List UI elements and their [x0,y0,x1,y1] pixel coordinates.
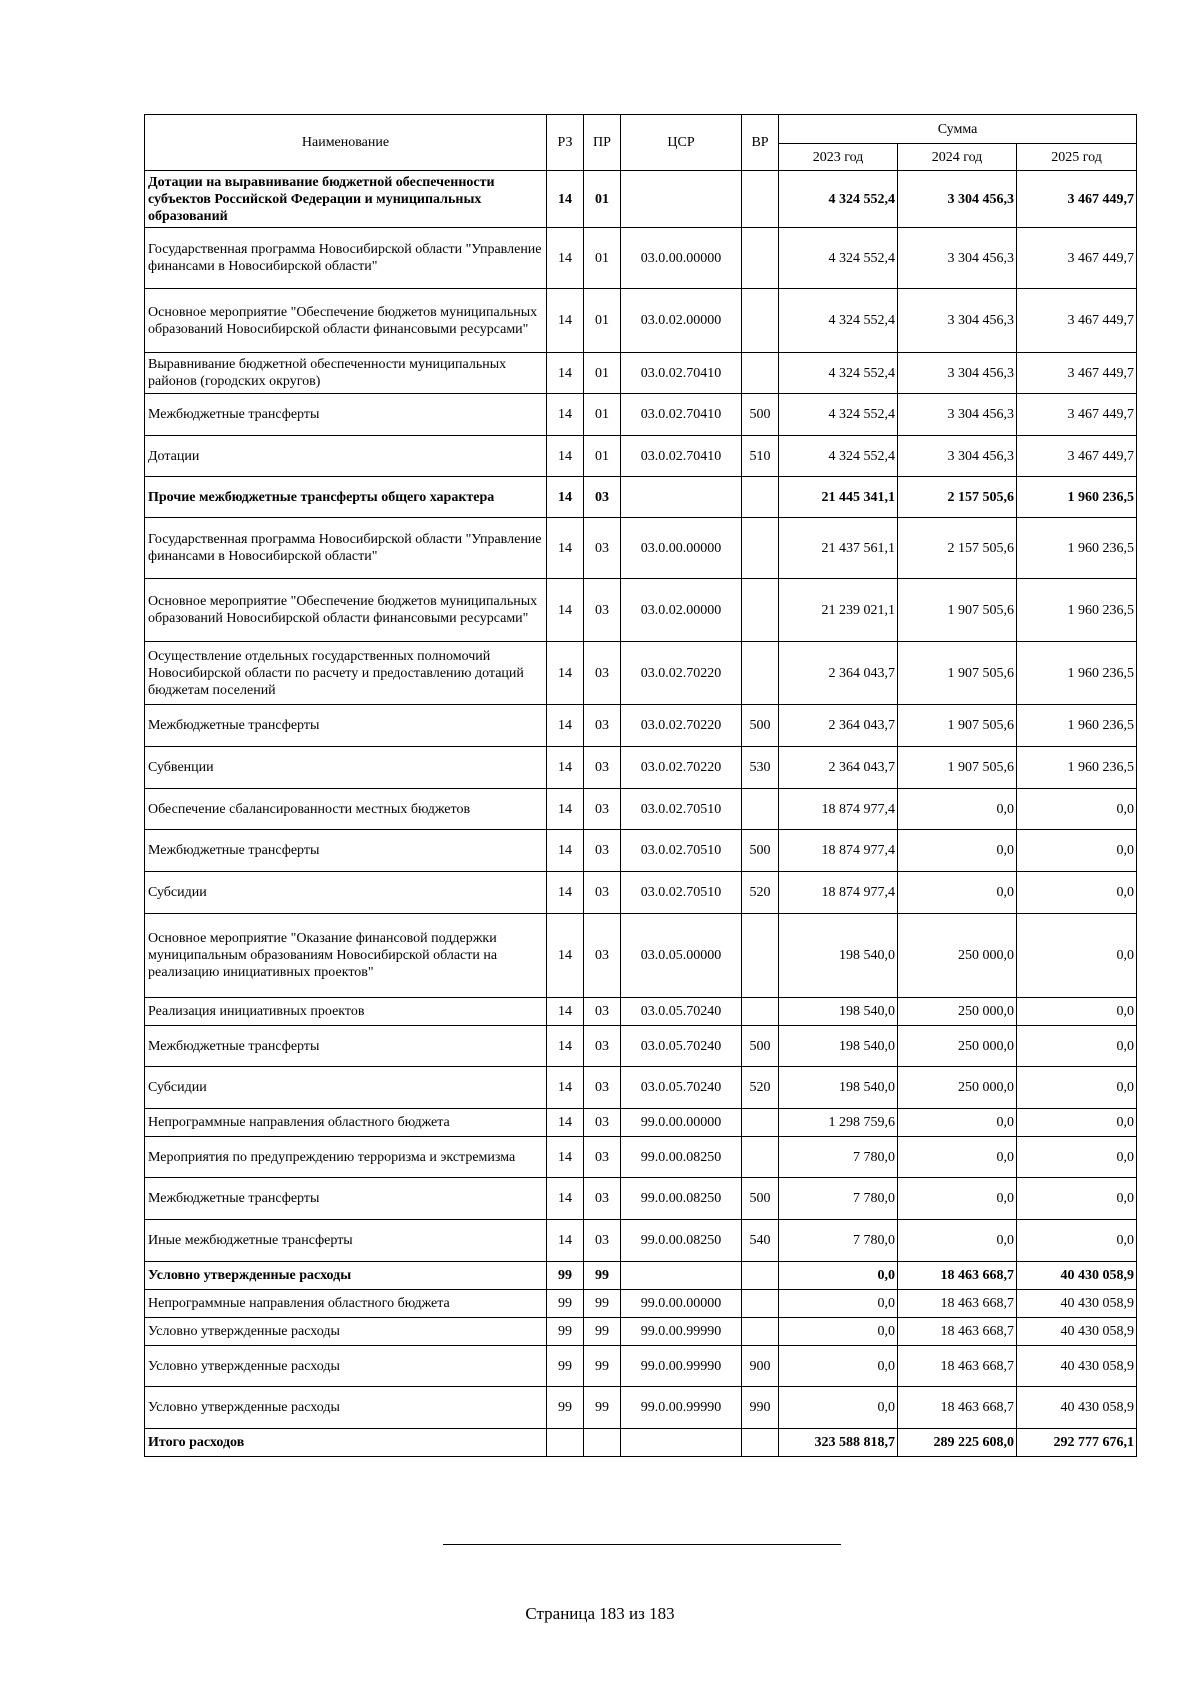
table-row [145,228,1137,289]
cell-2023: 0,0 [779,1290,898,1318]
cell-pr: 99 [584,1387,621,1429]
cell-2025: 0,0 [1017,1026,1137,1067]
cell-vr [742,477,779,518]
cell-rz: 14 [547,1178,584,1220]
cell-2025: 3 467 449,7 [1017,289,1137,353]
cell-2023: 2 364 043,7 [779,642,898,705]
cell-2025: 0,0 [1017,872,1137,914]
cell-csr [621,1262,742,1290]
cell-vr: 500 [742,830,779,872]
cell-pr: 01 [584,171,621,228]
header-year-2025: 2025 год [1017,144,1137,171]
header-rz: РЗ [547,115,584,171]
table-row [145,1346,1137,1387]
cell-rz: 14 [547,579,584,642]
cell-csr: 99.0.00.08250 [621,1220,742,1262]
cell-vr [742,171,779,228]
cell-rz: 14 [547,1026,584,1067]
cell-name: Дотации на выравнивание бюджетной обеспеченности субъектов Российской Федерации и муниципальных образований [145,171,547,228]
cell-vr [742,1290,779,1318]
cell-2023: 18 874 977,4 [779,789,898,830]
cell-name: Прочие межбюджетные трансферты общего характера [145,477,547,518]
cell-name: Условно утвержденные расходы [145,1346,547,1387]
cell-pr: 01 [584,228,621,289]
cell-csr: 03.0.05.00000 [621,914,742,998]
cell-name: Мероприятия по предупреждению терроризма и экстремизма [145,1137,547,1178]
cell-vr [742,289,779,353]
cell-csr [621,477,742,518]
cell-2024: 250 000,0 [898,1067,1017,1109]
cell-2025: 0,0 [1017,1137,1137,1178]
cell-csr: 03.0.00.00000 [621,518,742,579]
cell-vr: 520 [742,872,779,914]
cell-csr: 03.0.00.00000 [621,228,742,289]
cell-2023: 0,0 [779,1262,898,1290]
cell-2024: 3 304 456,3 [898,436,1017,477]
cell-name: Государственная программа Новосибирской области "Управление финансами в Новосибирской области" [145,518,547,579]
cell-2023: 0,0 [779,1387,898,1429]
table-row [145,830,1137,872]
cell-2023: 0,0 [779,1346,898,1387]
cell-2023: 4 324 552,4 [779,394,898,436]
cell-name: Условно утвержденные расходы [145,1318,547,1346]
cell-csr: 03.0.02.70510 [621,872,742,914]
cell-name: Условно утвержденные расходы [145,1262,547,1290]
cell-2025: 3 467 449,7 [1017,353,1137,394]
cell-name: Субсидии [145,1067,547,1109]
cell-csr: 03.0.02.70410 [621,353,742,394]
cell-name: Субвенции [145,747,547,789]
cell-2023: 198 540,0 [779,1067,898,1109]
cell-name: Реализация инициативных проектов [145,998,547,1026]
table-row [145,789,1137,830]
header-pr: ПР [584,115,621,171]
cell-csr: 03.0.02.70220 [621,642,742,705]
cell-vr [742,1262,779,1290]
table-row [145,1067,1137,1109]
cell-csr: 99.0.00.08250 [621,1178,742,1220]
cell-csr: 03.0.02.00000 [621,289,742,353]
cell-2025: 40 430 058,9 [1017,1318,1137,1346]
cell-csr: 03.0.05.70240 [621,1026,742,1067]
cell-rz: 14 [547,914,584,998]
cell-vr [742,353,779,394]
cell-pr: 03 [584,1067,621,1109]
cell-2025: 0,0 [1017,1178,1137,1220]
cell-name: Осуществление отдельных государственных полномочий Новосибирской области по расчету и предоставлению дотаций бюджетам поселений [145,642,547,705]
cell-rz: 14 [547,518,584,579]
cell-pr: 01 [584,394,621,436]
cell-2024: 1 907 505,6 [898,747,1017,789]
cell-name: Обеспечение сбалансированности местных бюджетов [145,789,547,830]
cell-csr: 03.0.02.70220 [621,747,742,789]
cell-2023: 4 324 552,4 [779,289,898,353]
cell-csr: 03.0.02.70220 [621,705,742,747]
cell-vr: 500 [742,705,779,747]
cell-vr [742,1429,779,1457]
cell-2025: 1 960 236,5 [1017,518,1137,579]
cell-2024: 2 157 505,6 [898,518,1017,579]
cell-name: Дотации [145,436,547,477]
cell-pr: 03 [584,705,621,747]
cell-2024: 289 225 608,0 [898,1429,1017,1457]
table-row [145,872,1137,914]
cell-vr: 510 [742,436,779,477]
header-year-2023: 2023 год [779,144,898,171]
table-row [145,579,1137,642]
cell-2024: 3 304 456,3 [898,394,1017,436]
cell-name: Межбюджетные трансферты [145,830,547,872]
cell-pr [584,1429,621,1457]
cell-rz: 14 [547,353,584,394]
cell-2023: 7 780,0 [779,1137,898,1178]
cell-csr [621,171,742,228]
cell-rz: 14 [547,1109,584,1137]
cell-rz: 14 [547,436,584,477]
cell-vr: 900 [742,1346,779,1387]
cell-pr: 03 [584,1026,621,1067]
cell-2024: 0,0 [898,830,1017,872]
cell-rz: 14 [547,228,584,289]
cell-csr: 99.0.00.00000 [621,1109,742,1137]
cell-pr: 99 [584,1346,621,1387]
table-row [145,1290,1137,1318]
table-row [145,1220,1137,1262]
cell-csr: 99.0.00.08250 [621,1137,742,1178]
cell-2025: 40 430 058,9 [1017,1262,1137,1290]
cell-pr: 99 [584,1262,621,1290]
cell-pr: 03 [584,579,621,642]
cell-2023: 323 588 818,7 [779,1429,898,1457]
cell-name: Итого расходов [145,1429,547,1457]
cell-2025: 0,0 [1017,1220,1137,1262]
cell-pr: 99 [584,1290,621,1318]
cell-2024: 0,0 [898,1220,1017,1262]
cell-name: Основное мероприятие "Обеспечение бюджетов муниципальных образований Новосибирской области финансовыми ресурсами" [145,579,547,642]
table-row [145,1137,1137,1178]
cell-2023: 2 364 043,7 [779,747,898,789]
cell-2023: 21 437 561,1 [779,518,898,579]
cell-pr: 03 [584,789,621,830]
cell-rz: 14 [547,477,584,518]
cell-rz: 14 [547,747,584,789]
cell-2023: 1 298 759,6 [779,1109,898,1137]
cell-name: Межбюджетные трансферты [145,394,547,436]
cell-pr: 03 [584,1109,621,1137]
cell-2024: 250 000,0 [898,1026,1017,1067]
cell-csr: 99.0.00.00000 [621,1290,742,1318]
budget-table [144,114,1137,1457]
table-row [145,1387,1137,1429]
cell-rz: 14 [547,705,584,747]
cell-vr: 500 [742,1178,779,1220]
cell-rz: 14 [547,872,584,914]
cell-rz: 99 [547,1318,584,1346]
header-vr: ВР [742,115,779,171]
cell-csr: 03.0.05.70240 [621,1067,742,1109]
cell-name: Иные межбюджетные трансферты [145,1220,547,1262]
cell-pr: 03 [584,1220,621,1262]
cell-pr: 03 [584,477,621,518]
cell-pr: 03 [584,1178,621,1220]
cell-name: Межбюджетные трансферты [145,1026,547,1067]
cell-name: Государственная программа Новосибирской области "Управление финансами в Новосибирской области" [145,228,547,289]
table-row [145,436,1137,477]
cell-pr: 03 [584,914,621,998]
cell-2024: 18 463 668,7 [898,1290,1017,1318]
cell-rz: 14 [547,642,584,705]
cell-2025: 3 467 449,7 [1017,394,1137,436]
footer-divider [443,1544,841,1545]
table-row [145,394,1137,436]
cell-2023: 18 874 977,4 [779,830,898,872]
cell-2023: 18 874 977,4 [779,872,898,914]
cell-2023: 21 445 341,1 [779,477,898,518]
cell-csr: 03.0.02.00000 [621,579,742,642]
cell-pr: 01 [584,353,621,394]
cell-2025: 292 777 676,1 [1017,1429,1137,1457]
cell-2025: 0,0 [1017,830,1137,872]
cell-2023: 198 540,0 [779,998,898,1026]
table-row [145,705,1137,747]
cell-rz: 99 [547,1346,584,1387]
cell-2025: 0,0 [1017,789,1137,830]
cell-csr: 03.0.05.70240 [621,998,742,1026]
header-name: Наименование [145,115,547,171]
cell-2023: 2 364 043,7 [779,705,898,747]
table-row [145,518,1137,579]
cell-name: Выравнивание бюджетной обеспеченности муниципальных районов (городских округов) [145,353,547,394]
cell-vr [742,579,779,642]
cell-2024: 18 463 668,7 [898,1387,1017,1429]
cell-csr: 99.0.00.99990 [621,1387,742,1429]
cell-rz: 99 [547,1387,584,1429]
cell-2025: 40 430 058,9 [1017,1387,1137,1429]
cell-vr [742,518,779,579]
cell-name: Непрограммные направления областного бюджета [145,1290,547,1318]
cell-2024: 18 463 668,7 [898,1318,1017,1346]
cell-rz: 14 [547,1137,584,1178]
cell-rz: 14 [547,289,584,353]
cell-2024: 1 907 505,6 [898,642,1017,705]
cell-pr: 99 [584,1318,621,1346]
cell-2025: 0,0 [1017,1109,1137,1137]
cell-2023: 7 780,0 [779,1178,898,1220]
cell-vr [742,789,779,830]
cell-rz: 14 [547,998,584,1026]
cell-2023: 4 324 552,4 [779,228,898,289]
cell-name: Межбюджетные трансферты [145,705,547,747]
cell-vr: 990 [742,1387,779,1429]
cell-vr [742,228,779,289]
header-csr: ЦСР [621,115,742,171]
cell-rz: 14 [547,1220,584,1262]
table-row [145,1178,1137,1220]
cell-2025: 0,0 [1017,998,1137,1026]
cell-2024: 0,0 [898,789,1017,830]
cell-pr: 01 [584,289,621,353]
page-number: Страница 183 из 183 [525,1604,675,1623]
cell-2023: 4 324 552,4 [779,436,898,477]
cell-csr: 03.0.02.70410 [621,394,742,436]
cell-csr: 03.0.02.70510 [621,830,742,872]
cell-2025: 0,0 [1017,914,1137,998]
table-row [145,1318,1137,1346]
cell-vr: 540 [742,1220,779,1262]
cell-2023: 4 324 552,4 [779,171,898,228]
cell-2023: 198 540,0 [779,1026,898,1067]
table-row [145,477,1137,518]
table-body [145,171,1137,1457]
cell-2024: 3 304 456,3 [898,353,1017,394]
cell-2024: 0,0 [898,1109,1017,1137]
cell-vr [742,1318,779,1346]
cell-csr [621,1429,742,1457]
cell-name: Основное мероприятие "Обеспечение бюджетов муниципальных образований Новосибирской области финансовыми ресурсами" [145,289,547,353]
cell-2024: 0,0 [898,1178,1017,1220]
cell-2025: 0,0 [1017,1067,1137,1109]
cell-2024: 250 000,0 [898,914,1017,998]
cell-2024: 3 304 456,3 [898,171,1017,228]
cell-pr: 03 [584,998,621,1026]
table-row [145,642,1137,705]
cell-2025: 3 467 449,7 [1017,228,1137,289]
cell-vr [742,914,779,998]
header-sum: Сумма [779,115,1137,144]
cell-2025: 1 960 236,5 [1017,477,1137,518]
table-row [145,1026,1137,1067]
cell-2024: 18 463 668,7 [898,1346,1017,1387]
cell-2024: 1 907 505,6 [898,705,1017,747]
cell-2024: 2 157 505,6 [898,477,1017,518]
cell-2023: 4 324 552,4 [779,353,898,394]
table-row [145,289,1137,353]
table-row [145,914,1137,998]
cell-vr: 500 [742,394,779,436]
cell-name: Межбюджетные трансферты [145,1178,547,1220]
cell-rz: 14 [547,789,584,830]
table-row [145,1109,1137,1137]
cell-rz: 14 [547,830,584,872]
cell-name: Основное мероприятие "Оказание финансовой поддержки муниципальным образованиям Новосибирской области на реализацию инициативных проектов" [145,914,547,998]
cell-2024: 18 463 668,7 [898,1262,1017,1290]
cell-2023: 0,0 [779,1318,898,1346]
header-year-2024: 2024 год [898,144,1017,171]
cell-pr: 03 [584,830,621,872]
cell-rz: 14 [547,1067,584,1109]
cell-rz: 14 [547,394,584,436]
cell-2024: 3 304 456,3 [898,228,1017,289]
cell-2025: 3 467 449,7 [1017,436,1137,477]
cell-csr: 03.0.02.70410 [621,436,742,477]
cell-rz: 99 [547,1290,584,1318]
cell-2025: 1 960 236,5 [1017,579,1137,642]
cell-vr [742,1137,779,1178]
cell-2024: 0,0 [898,872,1017,914]
cell-name: Субсидии [145,872,547,914]
cell-vr: 520 [742,1067,779,1109]
cell-2025: 1 960 236,5 [1017,642,1137,705]
cell-pr: 03 [584,642,621,705]
cell-pr: 03 [584,518,621,579]
cell-vr: 530 [742,747,779,789]
table-row [145,747,1137,789]
cell-vr [742,642,779,705]
cell-2023: 198 540,0 [779,914,898,998]
table-row [145,1262,1137,1290]
table-row [145,998,1137,1026]
cell-pr: 03 [584,747,621,789]
cell-2025: 40 430 058,9 [1017,1346,1137,1387]
cell-csr: 03.0.02.70510 [621,789,742,830]
cell-name: Условно утвержденные расходы [145,1387,547,1429]
cell-csr: 99.0.00.99990 [621,1346,742,1387]
cell-rz: 14 [547,171,584,228]
cell-vr [742,1109,779,1137]
cell-rz [547,1429,584,1457]
cell-name: Непрограммные направления областного бюджета [145,1109,547,1137]
cell-2023: 7 780,0 [779,1220,898,1262]
table-row [145,1429,1137,1457]
cell-2024: 3 304 456,3 [898,289,1017,353]
table-row [145,171,1137,228]
cell-pr: 03 [584,872,621,914]
cell-csr: 99.0.00.99990 [621,1318,742,1346]
cell-2025: 40 430 058,9 [1017,1290,1137,1318]
cell-2024: 250 000,0 [898,998,1017,1026]
cell-2025: 1 960 236,5 [1017,747,1137,789]
cell-vr [742,998,779,1026]
cell-2025: 3 467 449,7 [1017,171,1137,228]
table-row [145,353,1137,394]
cell-2024: 0,0 [898,1137,1017,1178]
cell-2025: 1 960 236,5 [1017,705,1137,747]
cell-vr: 500 [742,1026,779,1067]
cell-pr: 01 [584,436,621,477]
cell-2024: 1 907 505,6 [898,579,1017,642]
cell-2023: 21 239 021,1 [779,579,898,642]
cell-pr: 03 [584,1137,621,1178]
cell-rz: 99 [547,1262,584,1290]
